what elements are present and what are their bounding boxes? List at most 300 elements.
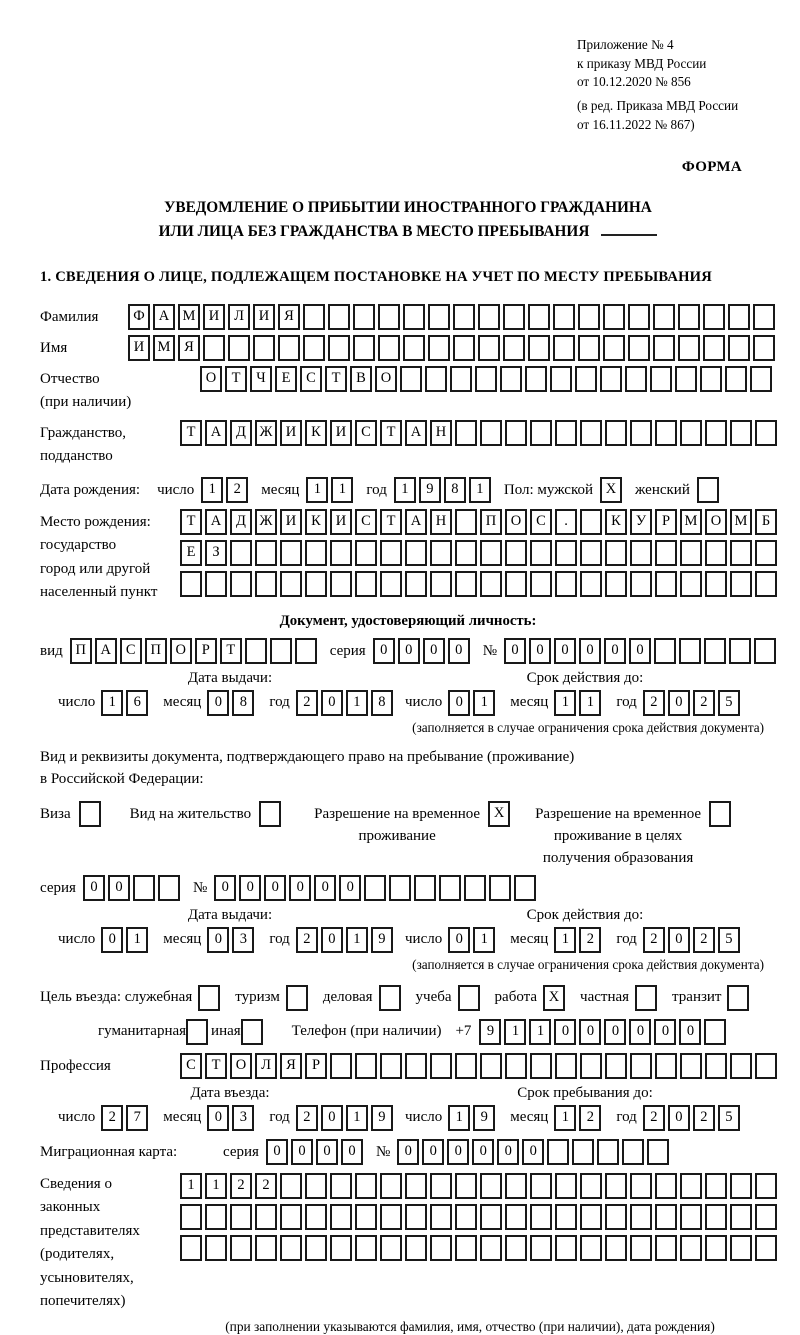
- char-cell[interactable]: [547, 1139, 569, 1165]
- char-cell[interactable]: [605, 540, 627, 566]
- char-cell[interactable]: [475, 366, 497, 392]
- char-cell[interactable]: [704, 638, 726, 664]
- char-cell[interactable]: [555, 540, 577, 566]
- char-cell[interactable]: Я: [280, 1053, 302, 1079]
- char-cell[interactable]: [727, 985, 749, 1011]
- char-cell[interactable]: 0: [321, 1105, 343, 1131]
- char-cell[interactable]: [286, 985, 308, 1011]
- char-cell[interactable]: 1: [473, 690, 495, 716]
- char-cell[interactable]: [655, 1053, 677, 1079]
- char-cell[interactable]: Б: [755, 509, 777, 535]
- char-cell[interactable]: [430, 1173, 452, 1199]
- char-cell[interactable]: 9: [371, 927, 393, 953]
- char-cell[interactable]: [480, 1053, 502, 1079]
- char-cell[interactable]: 5: [718, 1105, 740, 1131]
- char-cell[interactable]: 1: [504, 1019, 526, 1045]
- purpose-tourism-checkbox[interactable]: [286, 985, 311, 1011]
- char-cell[interactable]: 1: [554, 927, 576, 953]
- char-cell[interactable]: [180, 1204, 202, 1230]
- char-cell[interactable]: [605, 571, 627, 597]
- char-cell[interactable]: 0: [214, 875, 236, 901]
- char-cell[interactable]: 1: [201, 477, 223, 503]
- char-cell[interactable]: [380, 1235, 402, 1261]
- char-cell[interactable]: [430, 1204, 452, 1230]
- char-cell[interactable]: 0: [668, 690, 690, 716]
- char-cell[interactable]: [530, 1173, 552, 1199]
- char-cell[interactable]: [654, 638, 676, 664]
- char-cell[interactable]: [455, 1204, 477, 1230]
- char-cell[interactable]: 0: [339, 875, 361, 901]
- char-cell[interactable]: К: [605, 509, 627, 535]
- char-cell[interactable]: [528, 335, 550, 361]
- char-cell[interactable]: [725, 366, 747, 392]
- char-cell[interactable]: 0: [321, 690, 343, 716]
- char-cell[interactable]: [703, 335, 725, 361]
- char-cell[interactable]: [230, 1235, 252, 1261]
- char-cell[interactable]: [455, 540, 477, 566]
- char-cell[interactable]: X: [543, 985, 565, 1011]
- visa-checkbox[interactable]: [79, 801, 104, 827]
- char-cell[interactable]: 0: [579, 1019, 601, 1045]
- purpose-business-checkbox[interactable]: [379, 985, 404, 1011]
- char-cell[interactable]: [603, 335, 625, 361]
- char-cell[interactable]: [378, 304, 400, 330]
- char-cell[interactable]: [280, 571, 302, 597]
- char-cell[interactable]: [430, 1053, 452, 1079]
- char-cell[interactable]: [330, 1053, 352, 1079]
- char-cell[interactable]: [605, 1173, 627, 1199]
- char-cell[interactable]: [625, 366, 647, 392]
- char-cell[interactable]: [730, 571, 752, 597]
- char-cell[interactable]: [603, 304, 625, 330]
- char-cell[interactable]: [630, 1204, 652, 1230]
- char-cell[interactable]: [655, 420, 677, 446]
- char-cell[interactable]: С: [120, 638, 142, 664]
- char-cell[interactable]: [755, 420, 777, 446]
- edu-permit-checkbox[interactable]: [709, 801, 734, 827]
- male-checkbox[interactable]: [600, 477, 625, 503]
- char-cell[interactable]: [555, 1053, 577, 1079]
- char-cell[interactable]: О: [170, 638, 192, 664]
- char-cell[interactable]: [405, 1053, 427, 1079]
- char-cell[interactable]: 2: [579, 927, 601, 953]
- char-cell[interactable]: [580, 1204, 602, 1230]
- char-cell[interactable]: [205, 1235, 227, 1261]
- char-cell[interactable]: [505, 420, 527, 446]
- char-cell[interactable]: 2: [101, 1105, 123, 1131]
- char-cell[interactable]: Ж: [255, 420, 277, 446]
- char-cell[interactable]: [295, 638, 317, 664]
- char-cell[interactable]: [580, 509, 602, 535]
- char-cell[interactable]: [458, 985, 480, 1011]
- char-cell[interactable]: [355, 1204, 377, 1230]
- char-cell[interactable]: П: [480, 509, 502, 535]
- char-cell[interactable]: [755, 1204, 777, 1230]
- char-cell[interactable]: [455, 420, 477, 446]
- char-cell[interactable]: [505, 540, 527, 566]
- char-cell[interactable]: 2: [693, 1105, 715, 1131]
- char-cell[interactable]: [428, 304, 450, 330]
- char-cell[interactable]: [378, 335, 400, 361]
- char-cell[interactable]: 1: [346, 927, 368, 953]
- char-cell[interactable]: 0: [554, 638, 576, 664]
- char-cell[interactable]: [597, 1139, 619, 1165]
- char-cell[interactable]: [230, 571, 252, 597]
- char-cell[interactable]: [453, 304, 475, 330]
- char-cell[interactable]: [364, 875, 386, 901]
- char-cell[interactable]: 5: [718, 927, 740, 953]
- char-cell[interactable]: [505, 1053, 527, 1079]
- char-cell[interactable]: [489, 875, 511, 901]
- char-cell[interactable]: [553, 304, 575, 330]
- char-cell[interactable]: [628, 335, 650, 361]
- char-cell[interactable]: [680, 1173, 702, 1199]
- char-cell[interactable]: [755, 540, 777, 566]
- char-cell[interactable]: Д: [230, 509, 252, 535]
- char-cell[interactable]: [605, 1204, 627, 1230]
- char-cell[interactable]: И: [128, 335, 150, 361]
- char-cell[interactable]: [580, 540, 602, 566]
- char-cell[interactable]: 0: [447, 1139, 469, 1165]
- char-cell[interactable]: Р: [655, 509, 677, 535]
- char-cell[interactable]: [305, 1204, 327, 1230]
- char-cell[interactable]: 0: [239, 875, 261, 901]
- char-cell[interactable]: 0: [207, 690, 229, 716]
- char-cell[interactable]: [705, 540, 727, 566]
- char-cell[interactable]: [705, 1053, 727, 1079]
- char-cell[interactable]: [230, 1204, 252, 1230]
- char-cell[interactable]: [580, 1053, 602, 1079]
- char-cell[interactable]: [255, 540, 277, 566]
- char-cell[interactable]: 0: [207, 1105, 229, 1131]
- char-cell[interactable]: [728, 335, 750, 361]
- char-cell[interactable]: [505, 1235, 527, 1261]
- char-cell[interactable]: [730, 1235, 752, 1261]
- char-cell[interactable]: Ф: [128, 304, 150, 330]
- char-cell[interactable]: Т: [220, 638, 242, 664]
- char-cell[interactable]: И: [330, 420, 352, 446]
- char-cell[interactable]: 1: [554, 690, 576, 716]
- char-cell[interactable]: [680, 1053, 702, 1079]
- char-cell[interactable]: [630, 1173, 652, 1199]
- char-cell[interactable]: 0: [504, 638, 526, 664]
- char-cell[interactable]: [305, 540, 327, 566]
- char-cell[interactable]: [555, 1173, 577, 1199]
- purpose-transit-checkbox[interactable]: [727, 985, 752, 1011]
- char-cell[interactable]: О: [505, 509, 527, 535]
- char-cell[interactable]: 1: [346, 1105, 368, 1131]
- char-cell[interactable]: 0: [316, 1139, 338, 1165]
- char-cell[interactable]: [728, 304, 750, 330]
- char-cell[interactable]: [703, 304, 725, 330]
- char-cell[interactable]: Я: [278, 304, 300, 330]
- char-cell[interactable]: И: [280, 509, 302, 535]
- char-cell[interactable]: [514, 875, 536, 901]
- char-cell[interactable]: [709, 801, 731, 827]
- char-cell[interactable]: [380, 1173, 402, 1199]
- char-cell[interactable]: [528, 304, 550, 330]
- char-cell[interactable]: 1: [473, 927, 495, 953]
- char-cell[interactable]: 0: [629, 1019, 651, 1045]
- char-cell[interactable]: [255, 1204, 277, 1230]
- char-cell[interactable]: 0: [604, 638, 626, 664]
- purpose-private-checkbox[interactable]: [635, 985, 660, 1011]
- char-cell[interactable]: 2: [230, 1173, 252, 1199]
- char-cell[interactable]: 1: [346, 690, 368, 716]
- char-cell[interactable]: 1: [448, 1105, 470, 1131]
- char-cell[interactable]: С: [180, 1053, 202, 1079]
- char-cell[interactable]: [679, 638, 701, 664]
- char-cell[interactable]: О: [200, 366, 222, 392]
- char-cell[interactable]: [753, 335, 775, 361]
- char-cell[interactable]: [450, 366, 472, 392]
- char-cell[interactable]: 2: [226, 477, 248, 503]
- char-cell[interactable]: [700, 366, 722, 392]
- char-cell[interactable]: [430, 571, 452, 597]
- char-cell[interactable]: [505, 1204, 527, 1230]
- char-cell[interactable]: [355, 540, 377, 566]
- char-cell[interactable]: 0: [448, 638, 470, 664]
- char-cell[interactable]: [555, 420, 577, 446]
- char-cell[interactable]: 2: [693, 927, 715, 953]
- char-cell[interactable]: Р: [195, 638, 217, 664]
- char-cell[interactable]: 0: [264, 875, 286, 901]
- char-cell[interactable]: 0: [207, 927, 229, 953]
- char-cell[interactable]: [655, 540, 677, 566]
- char-cell[interactable]: 2: [643, 927, 665, 953]
- char-cell[interactable]: [705, 1204, 727, 1230]
- char-cell[interactable]: 1: [205, 1173, 227, 1199]
- char-cell[interactable]: [241, 1019, 263, 1045]
- char-cell[interactable]: [530, 1053, 552, 1079]
- char-cell[interactable]: [755, 1173, 777, 1199]
- char-cell[interactable]: [505, 1173, 527, 1199]
- char-cell[interactable]: [647, 1139, 669, 1165]
- char-cell[interactable]: [575, 366, 597, 392]
- char-cell[interactable]: 2: [296, 1105, 318, 1131]
- char-cell[interactable]: [330, 540, 352, 566]
- char-cell[interactable]: А: [405, 509, 427, 535]
- char-cell[interactable]: 0: [529, 638, 551, 664]
- char-cell[interactable]: [428, 335, 450, 361]
- char-cell[interactable]: [755, 1053, 777, 1079]
- char-cell[interactable]: [480, 1235, 502, 1261]
- char-cell[interactable]: [305, 1235, 327, 1261]
- char-cell[interactable]: 0: [291, 1139, 313, 1165]
- char-cell[interactable]: [630, 1235, 652, 1261]
- char-cell[interactable]: Т: [205, 1053, 227, 1079]
- char-cell[interactable]: 0: [289, 875, 311, 901]
- char-cell[interactable]: [730, 1173, 752, 1199]
- char-cell[interactable]: 3: [232, 927, 254, 953]
- char-cell[interactable]: [255, 1235, 277, 1261]
- char-cell[interactable]: 0: [423, 638, 445, 664]
- char-cell[interactable]: Т: [380, 420, 402, 446]
- char-cell[interactable]: [198, 985, 220, 1011]
- char-cell[interactable]: Ч: [250, 366, 272, 392]
- char-cell[interactable]: [630, 420, 652, 446]
- char-cell[interactable]: [405, 1173, 427, 1199]
- char-cell[interactable]: [439, 875, 461, 901]
- char-cell[interactable]: [380, 571, 402, 597]
- char-cell[interactable]: X: [600, 477, 622, 503]
- char-cell[interactable]: [255, 571, 277, 597]
- char-cell[interactable]: К: [305, 420, 327, 446]
- char-cell[interactable]: 0: [101, 927, 123, 953]
- char-cell[interactable]: [328, 335, 350, 361]
- char-cell[interactable]: [525, 366, 547, 392]
- char-cell[interactable]: [580, 420, 602, 446]
- char-cell[interactable]: [530, 420, 552, 446]
- char-cell[interactable]: 2: [296, 927, 318, 953]
- char-cell[interactable]: 1: [126, 927, 148, 953]
- char-cell[interactable]: [730, 1053, 752, 1079]
- char-cell[interactable]: [303, 304, 325, 330]
- char-cell[interactable]: [414, 875, 436, 901]
- char-cell[interactable]: [704, 1019, 726, 1045]
- char-cell[interactable]: Т: [380, 509, 402, 535]
- char-cell[interactable]: [389, 875, 411, 901]
- char-cell[interactable]: О: [230, 1053, 252, 1079]
- char-cell[interactable]: 0: [668, 1105, 690, 1131]
- char-cell[interactable]: Т: [225, 366, 247, 392]
- char-cell[interactable]: 8: [371, 690, 393, 716]
- char-cell[interactable]: [259, 801, 281, 827]
- char-cell[interactable]: [380, 540, 402, 566]
- char-cell[interactable]: 3: [232, 1105, 254, 1131]
- char-cell[interactable]: [753, 304, 775, 330]
- char-cell[interactable]: [480, 1173, 502, 1199]
- female-checkbox[interactable]: [697, 477, 722, 503]
- char-cell[interactable]: [605, 1053, 627, 1079]
- char-cell[interactable]: 0: [83, 875, 105, 901]
- char-cell[interactable]: 0: [679, 1019, 701, 1045]
- char-cell[interactable]: [680, 540, 702, 566]
- char-cell[interactable]: [605, 1235, 627, 1261]
- char-cell[interactable]: 8: [232, 690, 254, 716]
- char-cell[interactable]: [550, 366, 572, 392]
- char-cell[interactable]: [678, 335, 700, 361]
- char-cell[interactable]: 1: [331, 477, 353, 503]
- purpose-study-checkbox[interactable]: [458, 985, 483, 1011]
- char-cell[interactable]: Н: [430, 420, 452, 446]
- char-cell[interactable]: 0: [373, 638, 395, 664]
- char-cell[interactable]: [555, 1204, 577, 1230]
- char-cell[interactable]: [653, 304, 675, 330]
- char-cell[interactable]: [655, 1235, 677, 1261]
- char-cell[interactable]: З: [205, 540, 227, 566]
- char-cell[interactable]: [355, 571, 377, 597]
- char-cell[interactable]: [133, 875, 155, 901]
- char-cell[interactable]: А: [405, 420, 427, 446]
- char-cell[interactable]: И: [330, 509, 352, 535]
- char-cell[interactable]: [380, 1053, 402, 1079]
- char-cell[interactable]: 0: [579, 638, 601, 664]
- char-cell[interactable]: [530, 571, 552, 597]
- char-cell[interactable]: 0: [397, 1139, 419, 1165]
- char-cell[interactable]: [355, 1235, 377, 1261]
- char-cell[interactable]: [755, 571, 777, 597]
- char-cell[interactable]: К: [305, 509, 327, 535]
- char-cell[interactable]: 0: [654, 1019, 676, 1045]
- char-cell[interactable]: [478, 335, 500, 361]
- char-cell[interactable]: X: [488, 801, 510, 827]
- char-cell[interactable]: [330, 571, 352, 597]
- char-cell[interactable]: 2: [255, 1173, 277, 1199]
- char-cell[interactable]: [330, 1204, 352, 1230]
- char-cell[interactable]: У: [630, 509, 652, 535]
- char-cell[interactable]: А: [205, 509, 227, 535]
- char-cell[interactable]: 9: [371, 1105, 393, 1131]
- char-cell[interactable]: [578, 335, 600, 361]
- char-cell[interactable]: 1: [554, 1105, 576, 1131]
- char-cell[interactable]: 9: [419, 477, 441, 503]
- char-cell[interactable]: М: [730, 509, 752, 535]
- char-cell[interactable]: [280, 1204, 302, 1230]
- char-cell[interactable]: [653, 335, 675, 361]
- char-cell[interactable]: 2: [643, 1105, 665, 1131]
- char-cell[interactable]: [655, 571, 677, 597]
- char-cell[interactable]: [330, 1235, 352, 1261]
- char-cell[interactable]: Д: [230, 420, 252, 446]
- char-cell[interactable]: 0: [472, 1139, 494, 1165]
- char-cell[interactable]: [278, 335, 300, 361]
- char-cell[interactable]: О: [375, 366, 397, 392]
- char-cell[interactable]: [730, 1204, 752, 1230]
- char-cell[interactable]: [635, 985, 657, 1011]
- char-cell[interactable]: [430, 540, 452, 566]
- char-cell[interactable]: [280, 1173, 302, 1199]
- char-cell[interactable]: 1: [101, 690, 123, 716]
- char-cell[interactable]: С: [355, 509, 377, 535]
- char-cell[interactable]: 1: [579, 690, 601, 716]
- char-cell[interactable]: [186, 1019, 208, 1045]
- char-cell[interactable]: 0: [604, 1019, 626, 1045]
- char-cell[interactable]: 0: [314, 875, 336, 901]
- char-cell[interactable]: Л: [255, 1053, 277, 1079]
- purpose-work-checkbox[interactable]: [543, 985, 568, 1011]
- char-cell[interactable]: [230, 540, 252, 566]
- char-cell[interactable]: [305, 571, 327, 597]
- temp-permit-checkbox[interactable]: [488, 801, 513, 827]
- char-cell[interactable]: 0: [398, 638, 420, 664]
- char-cell[interactable]: Т: [180, 420, 202, 446]
- char-cell[interactable]: [455, 1173, 477, 1199]
- char-cell[interactable]: [505, 571, 527, 597]
- char-cell[interactable]: 2: [693, 690, 715, 716]
- char-cell[interactable]: [455, 509, 477, 535]
- char-cell[interactable]: С: [300, 366, 322, 392]
- char-cell[interactable]: [480, 420, 502, 446]
- char-cell[interactable]: [203, 335, 225, 361]
- char-cell[interactable]: 0: [497, 1139, 519, 1165]
- char-cell[interactable]: [253, 335, 275, 361]
- char-cell[interactable]: Н: [430, 509, 452, 535]
- char-cell[interactable]: [680, 1235, 702, 1261]
- char-cell[interactable]: [455, 1053, 477, 1079]
- char-cell[interactable]: [680, 571, 702, 597]
- char-cell[interactable]: С: [530, 509, 552, 535]
- char-cell[interactable]: Т: [325, 366, 347, 392]
- char-cell[interactable]: [754, 638, 776, 664]
- char-cell[interactable]: 9: [479, 1019, 501, 1045]
- char-cell[interactable]: [750, 366, 772, 392]
- char-cell[interactable]: [697, 477, 719, 503]
- char-cell[interactable]: 0: [108, 875, 130, 901]
- char-cell[interactable]: [353, 335, 375, 361]
- char-cell[interactable]: [405, 571, 427, 597]
- char-cell[interactable]: 1: [306, 477, 328, 503]
